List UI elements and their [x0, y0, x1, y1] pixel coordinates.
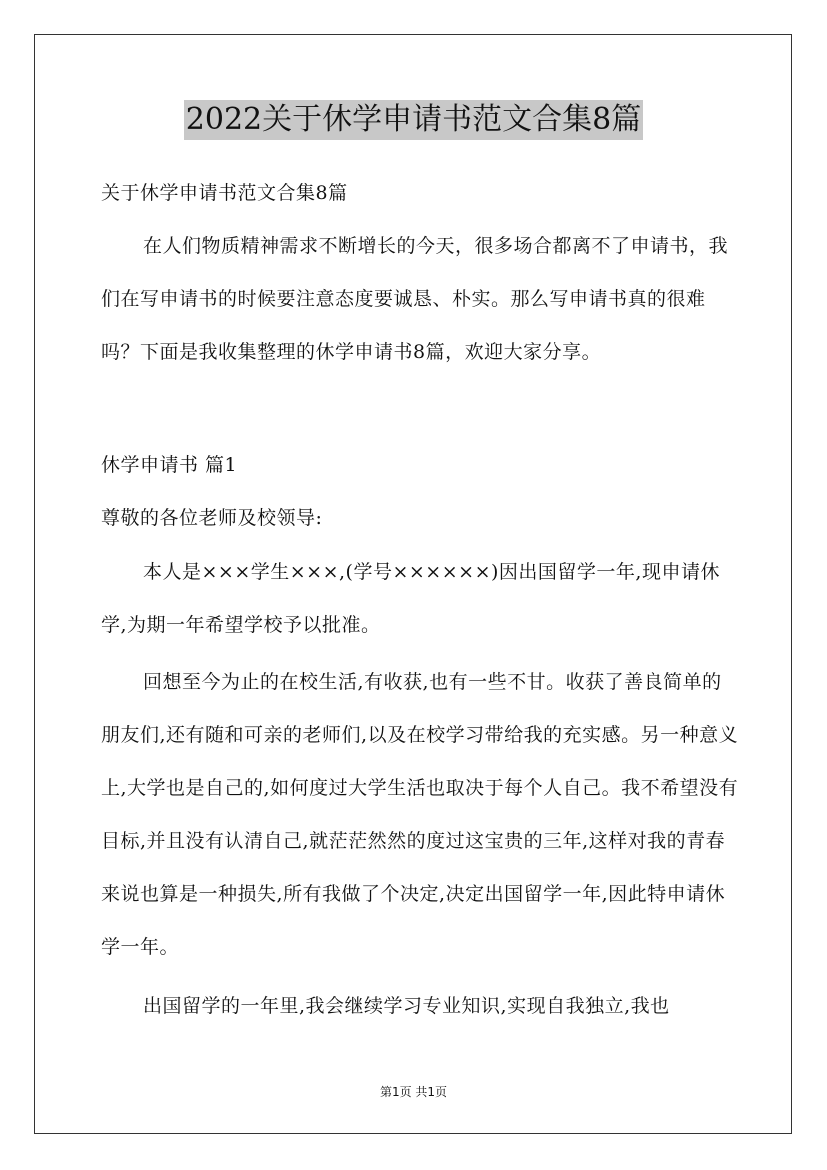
page-footer: 第1页 共1页 — [379, 1085, 448, 1099]
body-paragraph-1: 本人是×××学生×××,(学号××××××)因出国留学一年,现申请休学,为期一年希望学校予以批准。 — [101, 561, 720, 636]
document-title: 2022关于休学申请书范文合集8篇 — [184, 100, 643, 140]
body-paragraph-3: 出国留学的一年里,我会继续学习专业知识,实现自我独立,我也 — [143, 995, 670, 1017]
salutation: 尊敬的各位老师及校领导: — [101, 507, 323, 529]
document-subtitle: 关于休学申请书范文合集8篇 — [101, 182, 348, 204]
intro-paragraph: 在人们物质精神需求不断增长的今天，很多场合都离不了申请书，我们在写申请书的时候要注意态度要诚恳、朴实。那么写申请书真的很难吗？下面是我收集整理的休学申请书8篇，欢迎大家分享。 — [101, 235, 729, 363]
title-container — [0, 100, 827, 140]
section-heading: 休学申请书 篇1 — [101, 454, 238, 476]
body-paragraph-2: 回想至今为止的在校生活,有收获,也有一些不甘。收获了善良简单的朋友们,还有随和可亲的老师们,以及在校学习带给我的充实感。另一种意义上,大学也是自己的,如何度过大学生活也取决于每个人自己。我不希望没有目标,并且没有认清自己,就茫茫然然的度过这宝贵的三年,这样对我的青春来说也算是一种损失,所有我做了个决定,决定出国留学一年,因此特申请休学一年。 — [101, 671, 739, 958]
